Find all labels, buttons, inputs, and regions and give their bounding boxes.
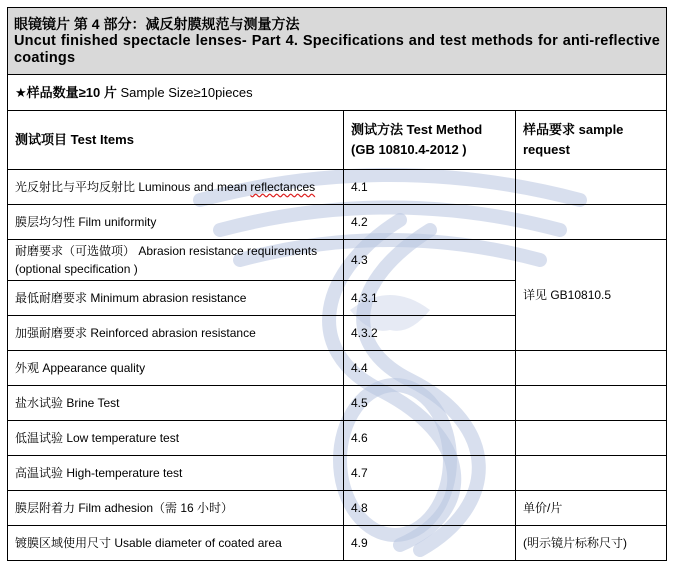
test-method-cell: 4.2 (344, 205, 516, 240)
sample-request-cell (516, 456, 667, 491)
test-item-cell: 外观 Appearance quality (8, 351, 344, 386)
header-sample-request (516, 111, 667, 170)
header-row (8, 111, 667, 170)
header-request-line1: 样品要求 sample (523, 122, 624, 137)
test-method-cell: 4.1 (344, 170, 516, 205)
sample-request-cell (516, 170, 667, 205)
test-item-cell: 膜层均匀性 Film uniformity (8, 205, 344, 240)
test-item-cell: 最低耐磨要求 Minimum abrasion resistance (8, 281, 344, 316)
test-item-cell: 镀膜区域使用尺寸 Usable diameter of coated area (8, 526, 344, 561)
header-request-line2: request (523, 142, 570, 157)
test-item-cell (8, 170, 344, 205)
sample-request-cell (516, 205, 667, 240)
table-row (8, 240, 667, 281)
test-method-cell: 4.7 (344, 456, 516, 491)
title-cell (8, 8, 667, 75)
test-item-cell: 高温试验 High-temperature test (8, 456, 344, 491)
test-item-cell (8, 240, 344, 281)
test-method-cell: 4.4 (344, 351, 516, 386)
test-method-cell: 4.6 (344, 421, 516, 456)
title-chinese: 眼镜镜片 第 4 部分：减反射膜规范与测量方法 (14, 16, 300, 32)
sample-size-row (8, 75, 667, 111)
test-item-spellcheck-text: reflectances (250, 180, 316, 194)
test-method-cell: 4.5 (344, 386, 516, 421)
sample-size-en: Sample Size≥10pieces (120, 84, 253, 100)
header-test-items: 测试项目 Test Items (8, 111, 344, 170)
sample-request-cell: (明示镜片标称尺寸) (516, 526, 667, 561)
test-method-cell: 4.3.2 (344, 316, 516, 351)
test-item-text-line2: (optional specification ) (15, 262, 138, 276)
spec-table (7, 7, 667, 561)
table-row (8, 456, 667, 491)
table-row (8, 491, 667, 526)
test-item-text: 耐磨要求（可选做项） Abrasion resistance requirements (15, 244, 318, 258)
star-icon: ★ (15, 84, 27, 100)
test-item-cell: 加强耐磨要求 Reinforced abrasion resistance (8, 316, 344, 351)
sample-request-cell: 单价/片 (516, 491, 667, 526)
sample-size-cell (8, 75, 667, 111)
test-item-cell: 膜层附着力 Film adhesion（需 16 小时） (8, 491, 344, 526)
test-method-cell: 4.9 (344, 526, 516, 561)
table-row (8, 526, 667, 561)
test-item-cell: 低温试验 Low temperature test (8, 421, 344, 456)
table-row (8, 170, 667, 205)
table-row (8, 351, 667, 386)
title-english: Uncut finished spectacle lenses- Part 4. Specifications and test methods for anti-reflective coatings (14, 33, 661, 66)
table-row (8, 205, 667, 240)
sample-request-cell (516, 386, 667, 421)
spec-sheet (7, 7, 666, 561)
test-method-cell: 4.8 (344, 491, 516, 526)
test-method-cell: 4.3 (344, 240, 516, 281)
table-row (8, 386, 667, 421)
header-method-line2: (GB 10810.4-2012 ) (351, 142, 467, 157)
header-test-method (344, 111, 516, 170)
sample-request-merged-cell: 详见 GB10810.5 (516, 240, 667, 351)
test-item-cell: 盐水试验 Brine Test (8, 386, 344, 421)
sample-size-cn: 样品数量≥10 片 (26, 84, 117, 100)
sample-request-cell (516, 421, 667, 456)
sample-request-cell (516, 351, 667, 386)
test-item-text: 光反射比与平均反射比 Luminous and mean (15, 180, 251, 194)
header-method-line1: 测试方法 Test Method (351, 122, 483, 137)
test-method-cell: 4.3.1 (344, 281, 516, 316)
title-row (8, 8, 667, 75)
table-row (8, 421, 667, 456)
